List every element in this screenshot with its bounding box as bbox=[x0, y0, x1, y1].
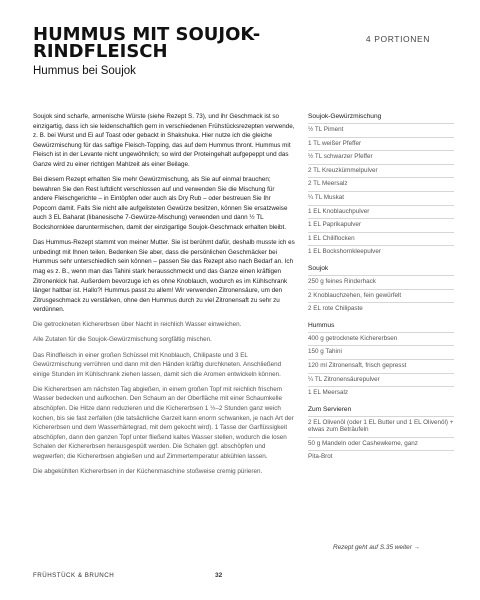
ingredient-item: 400 g getrocknete Kichererbsen bbox=[308, 332, 454, 346]
ingredient-section-spice-mix bbox=[308, 113, 454, 259]
method-step: Die Kichererbsen am nächsten Tag abgießen, in einem großen Topf mit reichlich frischem Wasser bedecken und aufkochen. Den Schaum an der Oberfläche mit einer Schaumkelle abschöpfen. Die Hitze dann reduzieren und die Kichererbsen 1 ½–2 Stunden ganz weich kochen, bis sie fast zerfallen (die tatsächliche Garzeit kann enorm schwanken, je nach Art der Kichererbsen und dem Wasserhärtegrad, mit dem gekocht wird). 1 Tasse der Garflüssigkeit abschöpfen, dann den ganzen Topf unter fließend kaltes Wasser stellen, wodurch die losen Schalen der Kichererbsen herausgespült werden. Die Schalen ggf. abschöpfen und wegwerfen; die Kichererbsen abgießen und auf Zimmertemperatur abkühlen lassen. bbox=[33, 385, 294, 460]
ingredient-item: 1 EL Chiliflocken bbox=[308, 232, 454, 246]
ingredient-item: 1 EL Paprikapulver bbox=[308, 218, 454, 232]
ingredient-item: 150 g Tahini bbox=[308, 345, 454, 359]
ingredient-item: 1 EL Bockshornkleepulver bbox=[308, 245, 454, 259]
ingredient-section-hummus bbox=[308, 322, 454, 400]
ingredient-item: ½ TL Piment bbox=[308, 123, 454, 137]
ingredient-item: 1 TL weißer Pfeffer bbox=[308, 137, 454, 151]
ingredient-item: 120 ml Zitronensaft, frisch gepresst bbox=[308, 359, 454, 373]
continued-note: Rezept geht auf S.35 weiter → bbox=[332, 544, 420, 551]
method-step: Das Rindfleisch in einer großen Schüssel mit Knoblauch, Chilipaste und 3 EL Gewürzmischung verrühren und dann mit den Händen kräftig durchkneten. Anschließend einige Stunden im Kühlschrank ziehen lassen, damit sich die Aromen entwickeln können. bbox=[33, 351, 282, 378]
ingredient-item: 250 g feines Rinderhack bbox=[308, 275, 454, 289]
ingredient-item: 2 EL Olivenöl (oder 1 EL Butter und 1 EL Olivenöl) + etwas zum Beträufeln bbox=[308, 416, 454, 437]
recipe-text bbox=[33, 112, 295, 482]
ingredient-section-soujok bbox=[308, 265, 454, 316]
ingredient-section-title: Hummus bbox=[308, 321, 335, 329]
ingredient-list bbox=[308, 113, 454, 470]
ingredient-item: ¼ TL Muskat bbox=[308, 191, 454, 205]
ingredient-item: 2 TL Kreuzkümmelpulver bbox=[308, 164, 454, 178]
ingredient-item: Pita-Brot bbox=[308, 450, 454, 464]
ingredient-item: 1 EL Meersalz bbox=[308, 386, 454, 400]
recipe-subtitle: Hummus bei Soujok bbox=[33, 65, 136, 77]
method-step: Die getrockneten Kichererbsen über Nacht in reichlich Wasser einweichen. bbox=[33, 321, 242, 329]
ingredient-item: ¼ TL Zitronensäurepulver bbox=[308, 373, 454, 387]
ingredient-item: ½ TL schwarzer Pfeffer bbox=[308, 150, 454, 164]
ingredient-section-title: Soujok-Gewürzmischung bbox=[308, 113, 382, 120]
ingredient-section-serving bbox=[308, 406, 454, 464]
ingredient-item: 50 g Mandeln oder Cashewkerne, ganz bbox=[308, 437, 454, 451]
intro-paragraph: Das Hummus-Rezept stammt von meiner Mutter. Sie ist berühmt dafür, deshalb musste ich es unbedingt mit Ihnen teilen. Bedenken Sie aber, dass die persönlichen Geschmäcker bei Hummus sehr unterschiedlich sein können – passen Sie das Rezept also nach Bedarf an. Ich mag es z. B., wenn man das Tahini stark herausschmeckt und das Ganze einen kräftigen Zitronenkick hat. Außerdem bevorzuge ich es ohne Knoblauch, wodurch es im Kühlschrank länger haltbar ist. Hallo?! Hummus passt zu allem! Wir verwenden Zitronensäure, um den Zitrusgeschmack zu verstärken, ohne den Hummus durch zu viel Zitronensaft zu sehr zu verdünnen. bbox=[33, 239, 295, 314]
footer-section-label: FRÜHSTÜCK & BRUNCH bbox=[33, 572, 115, 579]
portions-label: 4 PORTIONEN bbox=[365, 34, 430, 44]
recipe-title: HUMMUS MIT SOUJOK-RINDFLEISCH bbox=[33, 24, 261, 62]
ingredient-item: 2 TL Meersalz bbox=[308, 177, 454, 191]
ingredient-section-title: Soujok bbox=[308, 264, 329, 272]
method-step: Alle Zutaten für die Soujok-Gewürzmischung sorgfältig mischen. bbox=[33, 336, 212, 344]
intro-paragraph: Soujok sind scharfe, armenische Würste (siehe Rezept S. 73), und ihr Geschmack ist so einzigartig, dass ich sie leidenschaftlich gern in verschiedenen Frühstücksrezepten verwende, z. B. bei Wurst und Ei auf Toast oder gebackt in Shakshuka. Hier nutze ich die gleiche Gewürzmischung für das saftige Fleisch-Topping, das auf dem Hummus thront. Hummus mit Fleisch ist in der Levante nicht ungewöhnlich; so wird der Proteingehalt aufgepeppt und das Ganze wird zu einer richtigen Mahlzeit als einer Beilage. bbox=[33, 113, 295, 168]
ingredient-item: 1 EL Knoblauchpulver bbox=[308, 205, 454, 219]
ingredient-item: 2 Knoblauchzehen, fein gewürfelt bbox=[308, 289, 454, 303]
method-step: Die abgekühlten Kichererbsen in der Küchenmaschine stoßweise cremig pürieren. bbox=[33, 468, 263, 476]
ingredient-section-title: Zum Servieren bbox=[308, 405, 352, 413]
ingredient-item: 2 EL rote Chilipaste bbox=[308, 302, 454, 316]
page-number: 32 bbox=[215, 572, 223, 579]
intro-paragraph: Bei diesem Rezept erhalten Sie mehr Gewürzmischung, als Sie auf einmal brauchen; bewahren Sie den Rest luftdicht verschlossen auf und verwenden Sie die Mischung für andere Fleischgerichte – in Eintöpfen oder auch als Dry Rub – oder bestreuen Sie Ihr Popcorn damit. Falls Sie nicht alle aufgelisteten Gewürze besitzen, können Sie ersatzweise auch 3 EL Baharat (libanesische 7-Gewürze-Mischung) verwenden und dann ½ TL Bockshornklee daruntermischen, damit der einzigartige Soujok-Geschmack erhalten bleibt. bbox=[33, 176, 288, 232]
